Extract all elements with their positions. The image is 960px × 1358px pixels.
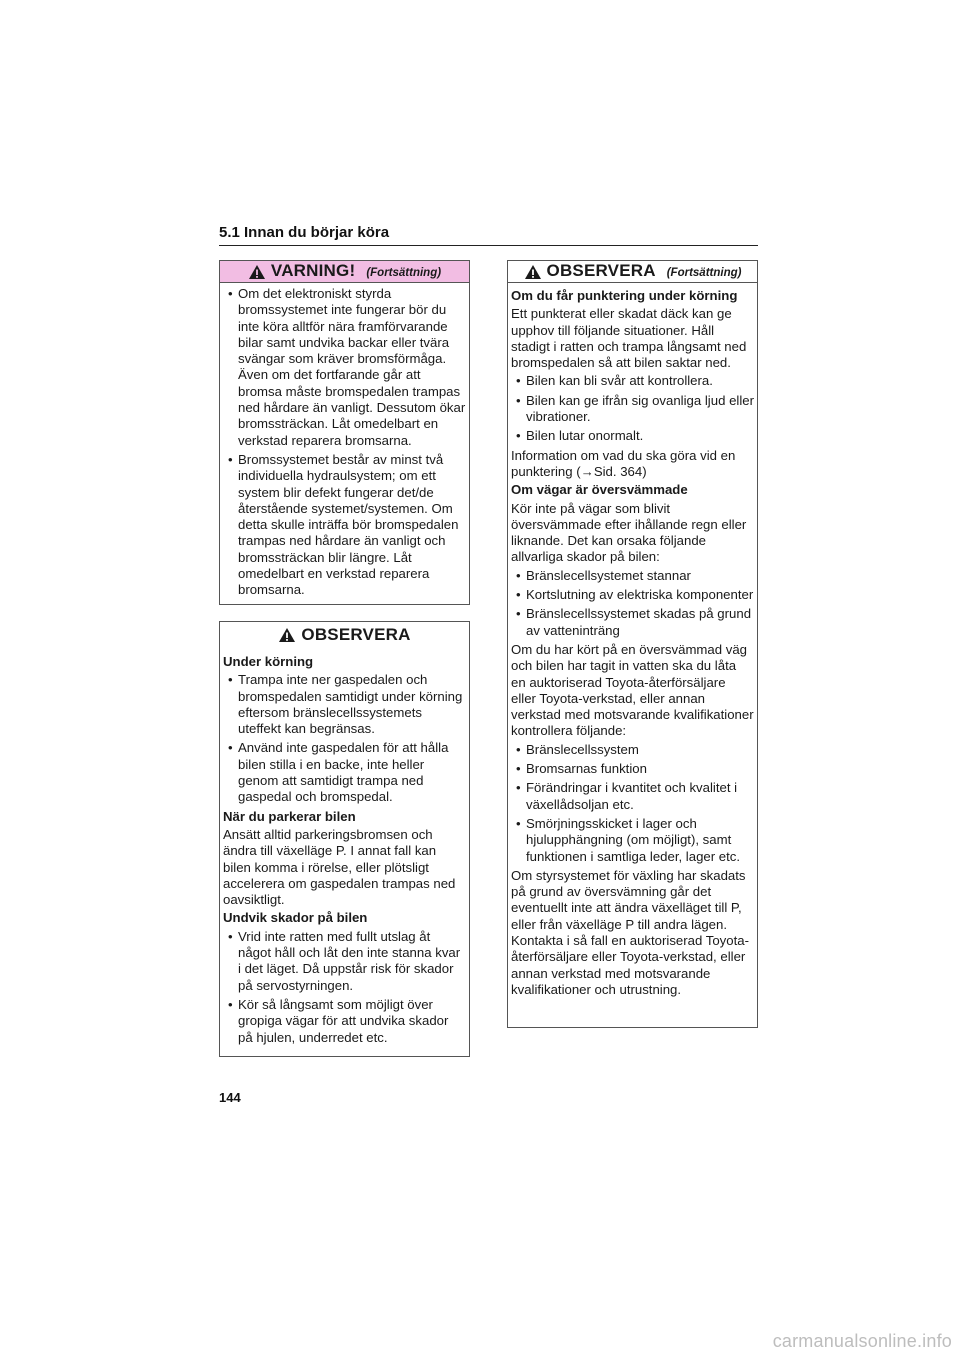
notice-box-left [219, 621, 470, 1057]
notice-right-list-1 [511, 373, 754, 444]
notice-right-heading-1: Om du får punktering under körning [511, 288, 738, 303]
list-item: • Bromssystemet består av minst två individuella hydraulsystem; om ett system blir defekt fungerar det/de återstående systemet/systemen. Om detta skulle inträffa bör bromspedalen trampas ned hårdare än vanligt och bromssträckan blir längre. Låt omedelbart en verkstad reparera bromsarna. [223, 452, 466, 599]
list-item: • Om det elektroniskt styrda bromssystemet inte fungerar bör du inte köra alltför nära framförvarande bilar samt undvika backar eller tvära svängar som kräver bromsförmåga. Även om det fortfarande går att bromsa måste bromspedalen trampas ned hårdare än vanligt. Dessutom ökar bromssträckan. Låt omedelbart en verkstad reparera bromsarna. [223, 286, 466, 449]
notice-right-text-2: Information om vad du ska göra vid en punktering (→Sid. 364) [511, 447, 736, 479]
list-item: • Smörjningsskicket i lager och hjulupphängning (om möjligt), samt funktionen i samtliga leder, lager etc. [511, 816, 754, 865]
notice-left-heading-2: När du parkerar bilen [223, 808, 356, 824]
list-item: • Bilen lutar onormalt. [511, 428, 754, 444]
warning-continued: (Fortsättning) [366, 266, 442, 279]
notice-left-text-2: Ansätt alltid parkeringsbromsen och ändra till växelläge P. I annat fall kan bilen komma i rörelse, eller plötsligt accelerera om gaspedalen trampas ned oavsiktligt. [223, 826, 456, 908]
caution-icon [278, 627, 296, 643]
list-item: • Kortslutning av elektriska komponenter [511, 587, 754, 603]
notice-right-header [508, 261, 757, 283]
list-item: • Kör så långsamt som möjligt över gropiga vägar för att undvika skador på hjulen, underredet etc. [223, 997, 466, 1046]
watermark: carmanualsonline.info [772, 1331, 952, 1351]
notice-left-body [220, 648, 469, 1059]
notice-left-list-3 [223, 929, 466, 1046]
list-item: • Förändringar i kvantitet och kvalitet i växellådsoljan etc. [511, 780, 754, 813]
list-item: • Bilen kan ge ifrån sig ovanliga ljud eller vibrationer. [511, 393, 754, 426]
notice-left-header [220, 622, 469, 648]
warning-box-header [220, 261, 469, 283]
warning-triangle-icon [248, 264, 266, 280]
list-item: • Bränslecellssystemet skadas på grund av vatteninträng [511, 606, 754, 639]
notice-right-list-2 [511, 568, 754, 639]
warning-title: VARNING! [270, 261, 356, 281]
list-item: • Bränslecellssystem [511, 742, 754, 758]
notice-left-heading-1: Under körning [223, 654, 314, 669]
notice-right-continued: (Fortsättning) [666, 266, 742, 279]
notice-right-text-4: Om du har kört på en översvämmad väg och bilen har tagit in vatten ska du låta en auktoriserad Toyota-återförsäljare eller Toyota-verkstad, eller annan verkstad med motsvarande kvalifikationer kontrollera följande: [511, 641, 754, 739]
warning-list [223, 286, 466, 599]
notice-box-right [507, 260, 758, 1028]
section-header: 5.1 Innan du börjar köra [219, 224, 758, 246]
notice-right-heading-2: Om vägar är översvämmade [511, 482, 688, 498]
notice-left-heading-3: Undvik skador på bilen [223, 910, 368, 926]
notice-right-title: OBSERVERA [546, 261, 656, 281]
notice-right-text-1: Ett punkterat eller skadat däck kan ge upphov till följande situationer. Håll stadigt i ratten och trampa långsamt ned bromspedalen så att bilen saktar ned. [511, 306, 747, 371]
list-item: • Vrid inte ratten med fullt utslag åt något håll och låt den inte stanna kvar i det läget. Då uppstår risk för skador på servostyrningen. [223, 929, 466, 994]
notice-left-title: OBSERVERA [301, 624, 411, 644]
notice-right-list-3 [511, 742, 754, 865]
notice-right-text-3: Kör inte på vägar som blivit översvämmade efter ihållande regn eller liknande. Det kan orsaka följande allvarliga skador på bilen: [511, 500, 747, 565]
notice-right-text-5: Om styrsystemet för växling har skadats på grund av översvämning går det eventuellt inte att ändra växelläget till P, eller från växelläge P till andra lägen. Kontakta i så fall en auktoriserad Toyota-återförsäljare eller Toyota-verkstad, eller annan verkstad med motsvarande kvalifikationer och utrustning. [511, 867, 749, 997]
caution-icon [524, 264, 542, 280]
list-item: • Bromsarnas funktion [511, 761, 754, 777]
page-number: 144 [219, 1090, 241, 1105]
list-item: • Använd inte gaspedalen för att hålla bilen stilla i en backe, inte heller genom att samtidigt trampa ned gaspedal och bromspedal. [223, 740, 466, 805]
notice-right-body [508, 283, 757, 1010]
list-item: • Trampa inte ner gaspedalen och bromspedalen samtidigt under körning eftersom bränslecellssystemets uteffekt kan begränsas. [223, 672, 466, 737]
notice-left-list-1 [223, 672, 466, 805]
list-item: • Bränslecellsystemet stannar [511, 568, 754, 584]
warning-body [220, 283, 469, 612]
list-item: • Bilen kan bli svår att kontrollera. [511, 373, 754, 389]
warning-box [219, 260, 470, 605]
